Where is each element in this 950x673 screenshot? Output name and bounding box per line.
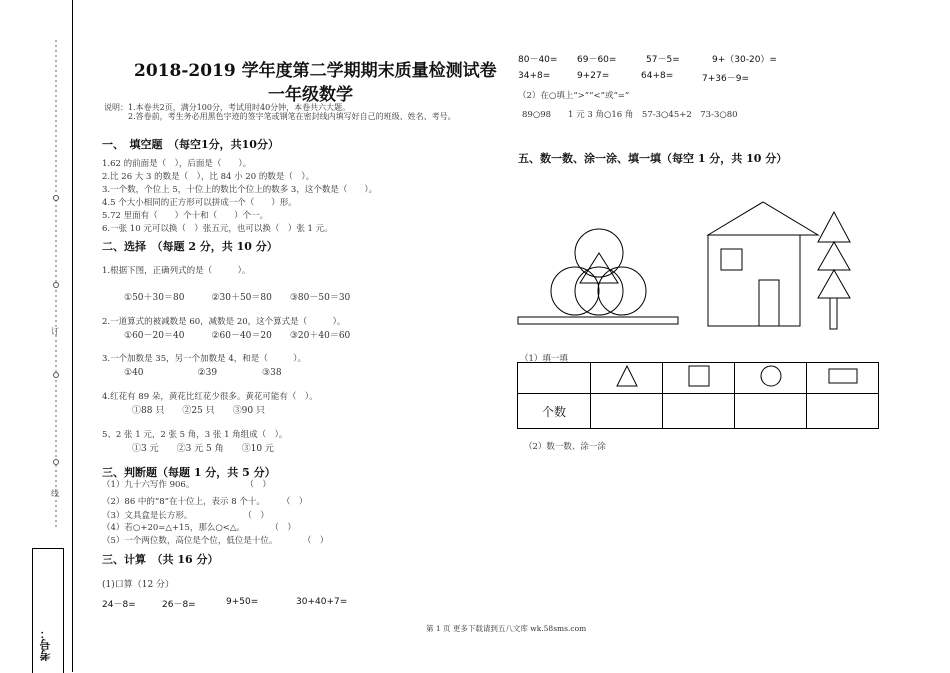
tally-corner — [518, 363, 591, 394]
page-footer: 第 1 页 更多下载请到五八文库 wk.58sms.com — [426, 624, 587, 633]
judge-question-5: （5）一个两位数，高位是个位，低位是十位。 （ ） — [102, 536, 329, 546]
tally-row-label: 个数 — [518, 394, 591, 429]
judge-question-3: （3）文具盒是长方形。 （ ） — [102, 511, 269, 521]
triangle-shape — [580, 253, 618, 283]
section2-heading: 二、选择 （每题 2 分，共 10 分） — [102, 240, 278, 253]
tree-triangle — [818, 212, 850, 242]
color-subheading: （2）数一数、涂一涂 — [524, 442, 606, 452]
calc-1-3: 9+50= — [226, 597, 259, 607]
judge-question-1: （1）九十六写作 906。 （ ） — [102, 480, 271, 490]
section1-heading: 一、 填空题 （每空1分，共10分） — [102, 138, 279, 151]
calc-3-1: 34+8= — [518, 71, 551, 81]
base-rectangle — [518, 317, 678, 324]
calc-3-2: 9+27= — [577, 71, 610, 81]
calc-1-4: 30+40+7= — [296, 597, 348, 607]
circle-shape — [598, 267, 646, 315]
choice-options-4: ①88 只 ②25 只 ③90 只 — [132, 406, 265, 416]
shapes-figure — [510, 195, 870, 335]
mental-calc-subheading: (1)口算（12 分） — [102, 580, 175, 590]
section5-heading: 五、数一数、涂一涂、填一填（每空 1 分，共 10 分） — [518, 152, 788, 165]
tally-table — [517, 362, 879, 429]
rectangle-icon — [827, 366, 859, 386]
tally-square-header — [663, 363, 735, 394]
fill-question-2: 2.比 26 大 3 的数是（ ），比 84 小 20 的数是（ ）。 — [102, 172, 315, 182]
note-line-1: 说明：1.本卷共2页，满分100分，考试用时40分钟，本卷共六大题。 — [104, 103, 351, 112]
calc-2-2: 69－60= — [577, 55, 617, 65]
fill-question-4: 4.5 个大小相同的正方形可以拼成一个（ ）形。 — [102, 198, 297, 208]
compare-questions: 89○98 1 元 3 角○16 角 57-3○45+2 73-3○80 — [522, 110, 738, 120]
roof-triangle — [708, 202, 818, 235]
tree-triangle — [818, 242, 850, 270]
fill-question-6: 6.一张 10 元可以换（ ）张五元，也可以换（ ）张 1 元。 — [102, 224, 333, 234]
fill-question-1: 1.62 的前面是（ ），后面是（ ）。 — [102, 159, 252, 169]
tally-triangle-count[interactable] — [591, 394, 663, 429]
tally-subheading: （1）填一填 — [520, 354, 568, 364]
door-rectangle — [759, 280, 779, 326]
choice-options-3: ①40 ②39 ③38 — [124, 368, 282, 378]
note-line-2: 2.答卷前，考生务必用黑色字迹的签字笔或钢笔在密封线内填写好自己的班级、姓名、考号。 — [128, 112, 456, 121]
judge-question-2: （2）86 中的“8”在十位上，表示 8 个十。 （ ） — [102, 497, 308, 507]
calc-1-1: 24－8= — [102, 600, 136, 610]
page-subtitle: 一年级数学 — [268, 85, 353, 105]
calc-2-1: 80－40= — [518, 55, 558, 65]
calc-3-4: 7+36－9= — [702, 74, 749, 84]
section4-heading: 三、计算 （共 16 分） — [102, 553, 219, 566]
judge-question-4: （4）若○+20=△+15，那么○<△。 （ ） — [102, 523, 296, 533]
tally-circle-count[interactable] — [735, 394, 807, 429]
square-icon — [687, 364, 711, 388]
margin-ding: 订 — [51, 327, 59, 336]
tally-triangle-header — [591, 363, 663, 394]
calc-1-2: 26－8= — [162, 600, 196, 610]
circle-icon — [759, 364, 783, 388]
triangle-icon — [615, 364, 639, 388]
choice-question-5: 5、2 张 1 元，2 张 5 角，3 张 1 角组成（ ）。 — [102, 430, 288, 440]
tree-triangle — [818, 270, 850, 298]
choice-question-3: 3.一个加数是 35，另一个加数是 4，和是（ ）。 — [102, 354, 306, 364]
tally-square-count[interactable] — [663, 394, 735, 429]
choice-question-4: 4.红花有 89 朵，黄花比红花少很多。黄花可能有（ ）。 — [102, 392, 318, 402]
window-square — [721, 249, 742, 270]
exam-number-label: 考号： — [39, 628, 52, 661]
margin-xian: 线 — [51, 489, 59, 498]
tree-trunk-rectangle — [830, 298, 837, 329]
page-title: 2018-2019 学年度第二学期期末质量检测试卷 — [134, 61, 497, 81]
fill-question-5: 5.72 里面有（ ）个十和（ ）个一。 — [102, 211, 269, 221]
compare-subheading: （2）在○填上“>”“<”或“=” — [518, 91, 630, 101]
tally-circle-header — [735, 363, 807, 394]
choice-options-2: ①60－20＝40 ②60－40＝20 ③20＋40＝60 — [124, 331, 351, 341]
choice-question-2: 2.一道算式的被减数是 60，减数是 20，这个算式是（ ）。 — [102, 317, 346, 327]
calc-3-3: 64+8= — [641, 71, 674, 81]
choice-question-1: 1.根据下图，正确列式的是（ ）。 — [102, 266, 251, 276]
calc-2-4: 9+（30-20）= — [712, 55, 777, 65]
fill-question-3: 3.一个数，个位上 5，十位上的数比个位上的数多 3，这个数是（ ）。 — [102, 185, 378, 195]
choice-options-5: ①3 元 ②3 元 5 角 ③10 元 — [132, 444, 274, 454]
section3-heading: 三、判断题（每题 1 分，共 5 分） — [102, 466, 276, 479]
calc-2-3: 57－5= — [646, 55, 680, 65]
tally-rectangle-header — [807, 363, 879, 394]
tally-rectangle-count[interactable] — [807, 394, 879, 429]
choice-options-1: ①50＋30＝80 ②30＋50＝80 ③80－50＝30 — [124, 293, 351, 303]
